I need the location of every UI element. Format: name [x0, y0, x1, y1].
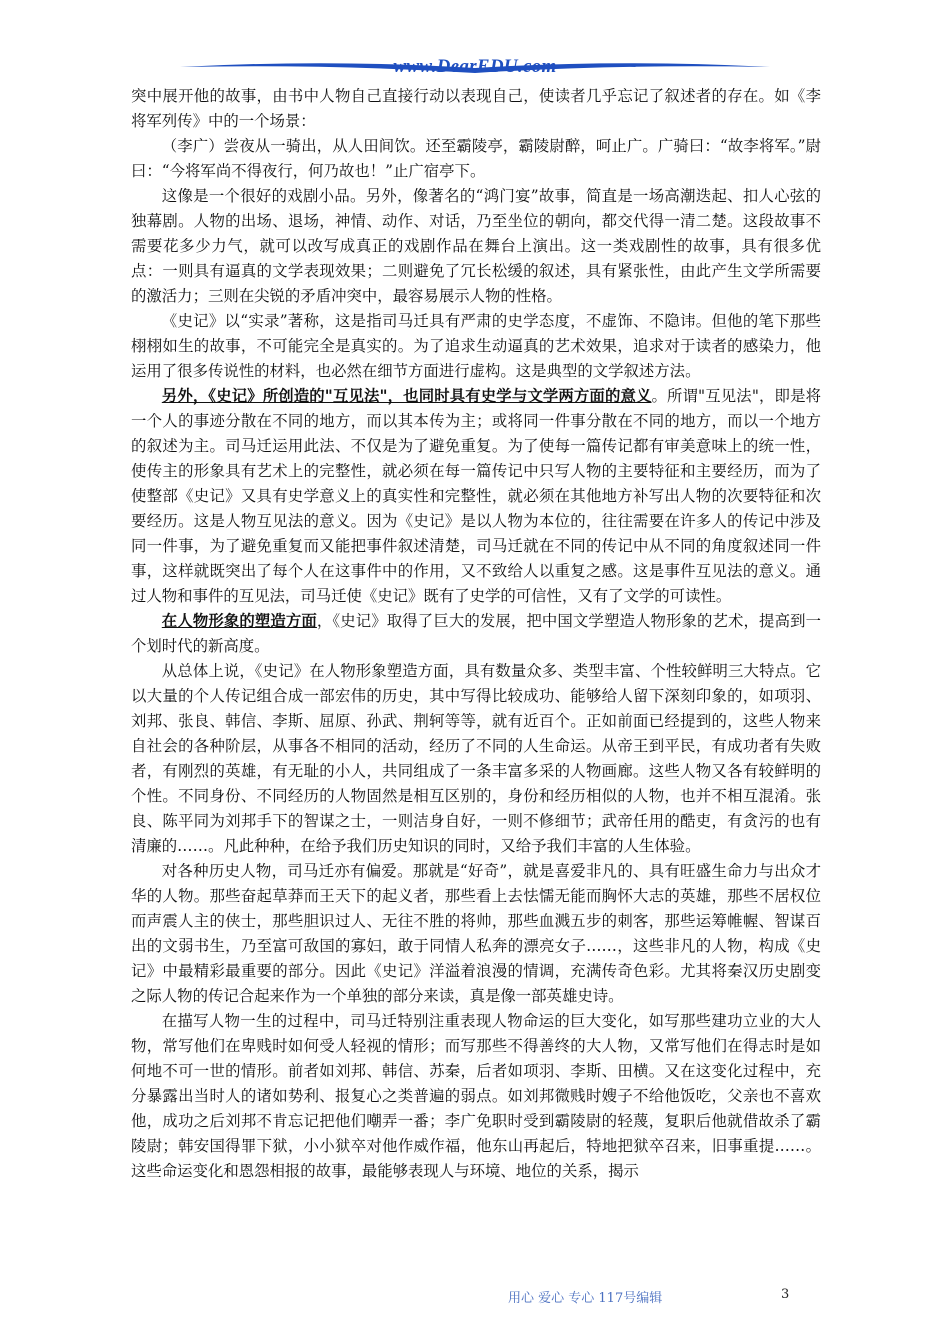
- paragraph: 对各种历史人物，司马迁亦有偏爱。那就是“好奇”，就是喜爱非凡的、具有旺盛生命力与出众才华的人物。那些奋起草莽而王天下的起义者，那些看上去怯懦无能而胸怀大志的英雄，那些不居权位而声震人主的侠士，那些胆识过人、无往不胜的将帅，那些血溅五步的刺客，那些运筹帷幄、智谋百出的文弱书生，乃至富可敌国的寡妇，敢于同情人私奔的漂亮女子……，这些非凡的人物，构成《史记》中最精彩最重要的部分。因此《史记》洋溢着浪漫的情调，充满传奇色彩。尤其将秦汉历史剧变之际人物的传记合起来作为一个单独的部分来读，真是像一部英雄史诗。: [131, 862, 821, 1005]
- page-footer: [0, 1287, 950, 1309]
- paragraph: 突中展开他的故事，由书中人物自己直接行动以表现自己，使读者几乎忘记了叙述者的存在。如《李将军列传》中的一个场景：: [131, 87, 821, 130]
- site-url: www.DearEDU.com: [393, 56, 557, 77]
- paragraph: 这像是一个很好的戏剧小品。另外，像著名的“鸿门宴”故事，简直是一场高潮迭起、扣人心弦的独幕剧。人物的出场、退场，神情、动作、对话，乃至坐位的朝向，都交代得一清二楚。这段故事不需要花多少力气，就可以改写成真正的戏剧作品在舞台上演出。这一类戏剧性的故事，具有很多优点：一则具有逼真的文学表现效果；二则避免了冗长松缓的叙述，具有紧张性，由此产生文学所需要的激活力；三则在尖锐的矛盾冲突中，最容易展示人物的性格。: [131, 187, 821, 305]
- document-body: [131, 84, 821, 1184]
- page-number: 3: [781, 1287, 790, 1302]
- paragraph: 另外，《史记》所创造的"互见法"，也同时具有史学与文学两方面的意义。所谓"互见法"，即是将一个人的事迹分散在不同的地方，而以其本传为主；或将同一件事分散在不同的地方，而以一个地方的叙述为主。司马迁运用此法、不仅是为了避免重复。为了使每一篇传记都有审美意味上的统一性，使传主的形象具有艺术上的完整性，就必须在每一篇传记中只写人物的主要特征和主要经历，而为了使整部《史记》又具有史学意义上的真实性和完整性，就必须在其他地方补写出人物的次要特征和次要经历。这是人物互见法的意义。因为《史记》是以人物为本位的，往往需要在许多人的传记中涉及同一件事，为了避免重复而又能把事件叙述清楚，司马迁就在不同的传记中从不同的角度叙述同一件事，这样就既突出了每个人在这事件中的作用，又不致给人以重复之感。这是事件互见法的意义。通过人物和事件的互见法，司马迁使《史记》既有了史学的可信性，又有了文学的可读性。: [131, 387, 821, 605]
- paragraph: 从总体上说，《史记》在人物形象塑造方面，具有数量众多、类型丰富、个性较鲜明三大特点。它以大量的个人传记组合成一部宏伟的历史，其中写得比较成功、能够给人留下深刻印象的，如项羽、刘邦、张良、韩信、李斯、屈原、孙武、荆轲等等，就有近百个。正如前面已经提到的，这些人物来自社会的各种阶层，从事各不相同的活动，经历了不同的人生命运。从帝王到平民，有成功者有失败者，有刚烈的英雄，有无耻的小人，共同组成了一条丰富多采的人物画廊。这些人物又各有较鲜明的个性。不同身份、不同经历的人物固然是相互区别的，身份和经历相似的人物，也并不相互混淆。张良、陈平同为刘邦手下的智谋之士，一则洁身自好，一则不修细节；武帝任用的酷吏，有贪污的也有清廉的……。凡此种种，在给予我们历史知识的同时，又给予我们丰富的人生体验。: [131, 662, 821, 855]
- footer-note: 用心 爱心 专心 117号编辑: [508, 1291, 663, 1306]
- paragraph: 《史记》以“实录”著称，这是指司马迁具有严肃的史学态度，不虚饰、不隐讳。但他的笔下那些栩栩如生的故事，不可能完全是真实的。为了追求生动逼真的艺术效果，追求对于读者的感染力，他运用了很多传说性的材料，也必然在细节方面进行虚构。这是典型的文学叙述方法。: [131, 312, 821, 380]
- paragraph: 在人物形象的塑造方面，《史记》取得了巨大的发展，把中国文学塑造人物形象的艺术，提高到一个划时代的新高度。: [131, 612, 821, 655]
- emphasis-heading: 在人物形象的塑造方面: [161, 612, 317, 630]
- paragraph: （李广）尝夜从一骑出，从人田间饮。还至霸陵亭，霸陵尉醉，呵止广。广骑曰：“故李将军。”尉曰：“今将军尚不得夜行，何乃故也！”止广宿亭下。: [131, 137, 821, 180]
- paragraph: 在描写人物一生的过程中，司马迁特别注重表现人物命运的巨大变化，如写那些建功立业的大人物，常写他们在卑贱时如何受人轻视的情形；而写那些不得善终的大人物，又常写他们在得志时是如何地不可一世的情形。前者如刘邦、韩信、苏秦，后者如项羽、李斯、田横。又在这变化过程中，充分暴露出当时人的诸如势利、报复心之类普遍的弱点。如刘邦微贱时嫂子不给他饭吃，父亲也不喜欢他，成功之后刘邦不肯忘记把他们嘲弄一番；李广免职时受到霸陵尉的轻蔑，复职后他就借故杀了霸陵尉；韩安国得罪下狱，小小狱卒对他作威作福，他东山再起后，特地把狱卒召来，旧事重提……。这些命运变化和恩怨相报的故事，最能够表现人与环境、地位的关系，揭示: [131, 1012, 821, 1180]
- page-header: [180, 54, 770, 84]
- emphasis-heading: 另外，《史记》所创造的"互见法"，也同时具有史学与文学两方面的意义: [161, 387, 652, 405]
